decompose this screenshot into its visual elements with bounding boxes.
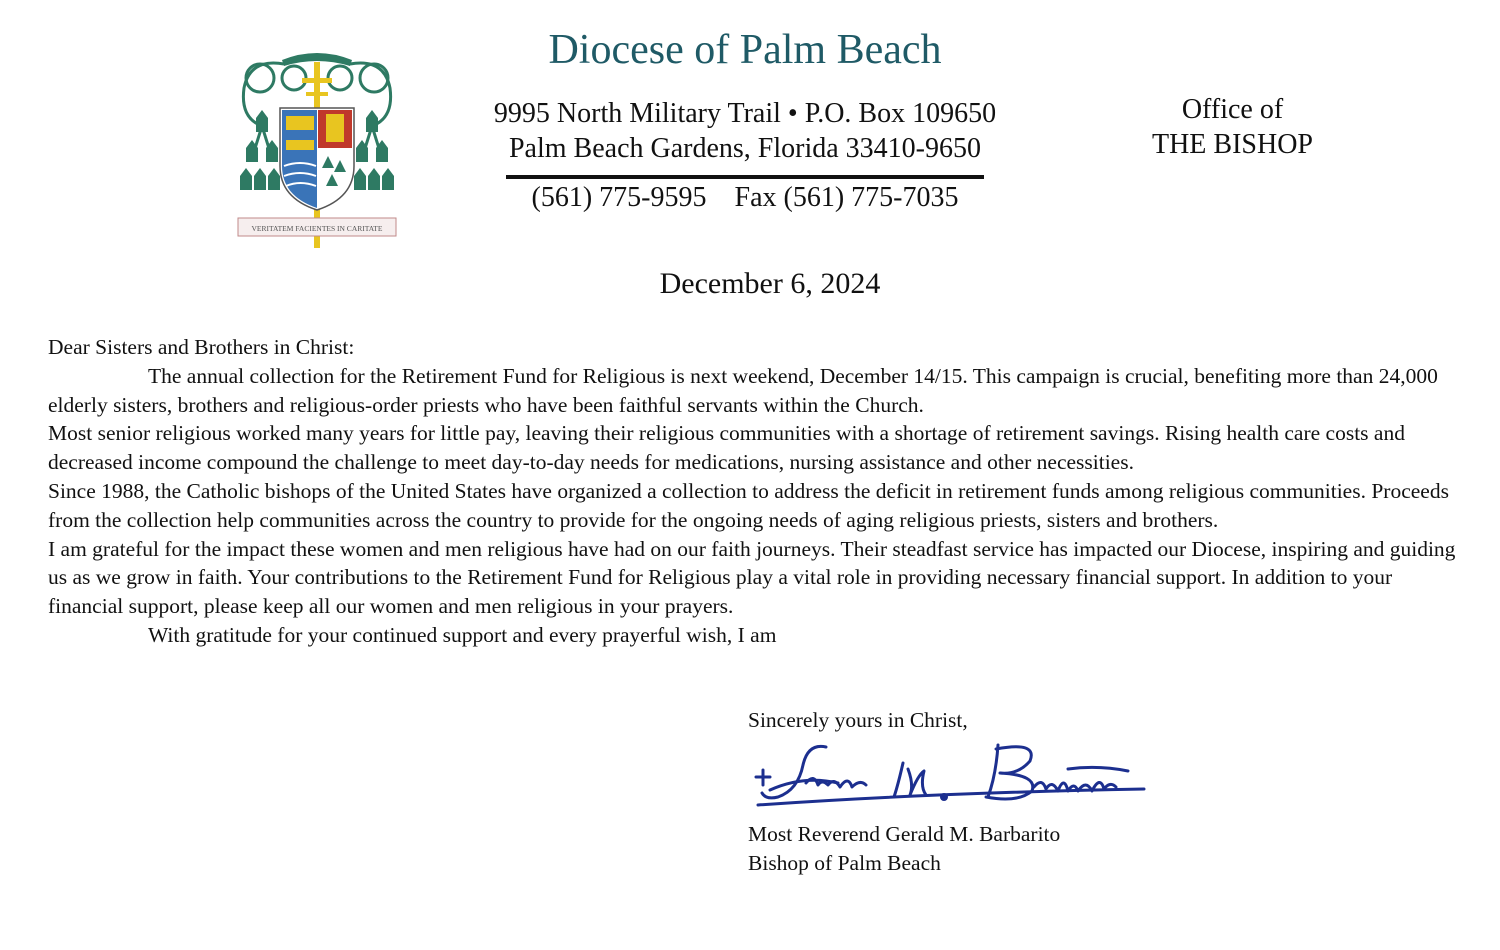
phone-number: (561) 775-9595	[531, 182, 707, 213]
paragraph-4: I am grateful for the impact these women and men religious have had on our faith journeys. Their steadfast service has impacted our Diocese, inspiring and guiding us as we grow in faith. Your contributions to the Retirement Fund for Religious play a vital role in providing necessary financial support. In addition to your financial support, please keep all our women and men religious in your prayers.	[48, 536, 1456, 619]
paragraph-3: Since 1988, the Catholic bishops of the United States have organized a collection to address the deficit in retirement funds among religious communities. Proceeds from the collection help communities across the country to provide for the ongoing needs of aging religious priests, sisters and brothers.	[48, 478, 1449, 532]
closing: Sincerely yours in Christ,	[748, 708, 968, 732]
address-block	[400, 96, 1090, 166]
paragraph-2: Most senior religious worked many years for little pay, leaving their religious communities with a shortage of retirement savings. Rising health care costs and decreased income compound the challenge to meet day-to-day needs for medications, nursing assistance and other necessities.	[48, 421, 1405, 475]
letter-body	[48, 333, 1468, 650]
signer-title: Bishop of Palm Beach	[748, 851, 941, 875]
address-line-2: Palm Beach Gardens, Florida 33410-9650	[508, 133, 982, 164]
header-rule	[506, 175, 984, 179]
signer-name: Most Reverend Gerald M. Barbarito	[748, 822, 1061, 846]
office-label	[1100, 92, 1365, 162]
contact-line	[400, 182, 1090, 214]
signature-image	[748, 735, 1148, 820]
letter-date: December 6, 2024	[659, 267, 881, 300]
diocese-name: Diocese of Palm Beach	[548, 27, 942, 73]
paragraph-5: With gratitude for your continued support and every prayerful wish, I am	[148, 622, 777, 647]
paragraph-1: The annual collection for the Retirement Fund for Religious is next weekend, December 14/15. This campaign is crucial, benefiting more than 24,000 elderly sisters, brothers and religious-order priests who have been faithful servants within the Church.	[48, 363, 1438, 417]
motto-text: VERITATEM FACIENTES IN CARITATE	[251, 224, 383, 233]
fax-number: Fax (561) 775-7035	[734, 182, 959, 213]
signer-block	[748, 820, 1060, 878]
address-line-1: 9995 North Military Trail • P.O. Box 109650	[493, 98, 997, 129]
coat-of-arms-logo	[232, 48, 402, 248]
office-line-2: THE BISHOP	[1151, 129, 1313, 160]
salutation: Dear Sisters and Brothers in Christ:	[48, 335, 355, 359]
office-line-1: Office of	[1181, 94, 1284, 125]
